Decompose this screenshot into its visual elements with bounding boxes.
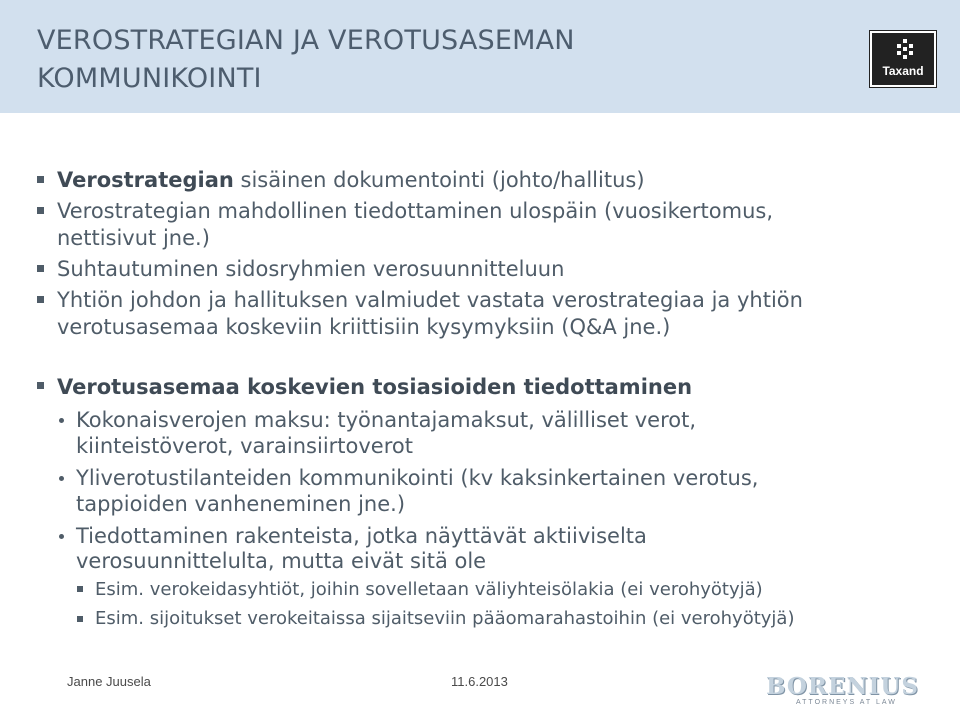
borenius-logo: BORENIUS — [766, 673, 919, 700]
bullet-square-icon — [37, 296, 44, 303]
footer-date: 11.6.2013 — [451, 674, 508, 689]
sub-bullet-kokonaisverot-line-2: kiinteistöverot, varainsiirtoverot — [76, 434, 413, 458]
bullet-square-icon — [37, 176, 44, 183]
bullet-square-icon — [37, 265, 44, 272]
bullet-tiedottaminen-line-2: nettisivut jne.) — [57, 226, 210, 250]
bullet-dot-icon — [59, 534, 64, 539]
bullet-tosiasioiden-tiedottaminen: Verotusasemaa koskevien tosiasioiden tiedottaminen — [57, 375, 693, 399]
example-paaomarahastot: Esim. sijoitukset verokeitaissa sijaitseviin pääomarahastoihin (ei verohyötyjä) — [95, 608, 795, 629]
logo-text: Taxand — [882, 64, 924, 78]
bullet-square-icon — [77, 586, 83, 592]
bullet-square-icon — [37, 207, 44, 214]
taxand-mark-icon — [894, 38, 916, 60]
bullet-tiedottaminen-line-1: Verostrategian mahdollinen tiedottaminen ulospäin (vuosikertomus, — [57, 199, 773, 223]
slide-header — [0, 0, 960, 113]
bullet-valmiudet-line-1: Yhtiön johdon ja hallituksen valmiudet vastata verostrategiaa ja yhtiön — [57, 288, 803, 312]
bullet-verostrategian-dokumentointi — [57, 165, 645, 195]
example-verokeidasyhtiot: Esim. verokeidasyhtiöt, joihin sovelletaan väliyhteisölakia (ei verohyötyjä) — [95, 579, 763, 600]
footer-author: Janne Juusela — [67, 674, 151, 689]
bullet-square-icon — [37, 382, 44, 389]
sub-bullet-yliverotus-line-1: Yliverotustilanteiden kommunikointi (kv kaksinkertainen verotus, — [76, 466, 759, 490]
sub-bullet-rakenteet-line-2: verosuunnittelulta, mutta eivät sitä ole — [76, 549, 487, 573]
sub-bullet-rakenteet-line-1: Tiedottaminen rakenteista, jotka näyttävät aktiiviselta — [76, 524, 647, 548]
sub-bullet-kokonaisverot-line-1: Kokonaisverojen maksu: työnantajamaksut, välilliset verot, — [76, 408, 697, 432]
title-line-1: VEROSTRATEGIAN JA VEROTUSASEMAN — [37, 25, 575, 56]
taxand-logo — [870, 31, 936, 87]
bullet-dot-icon — [59, 476, 64, 481]
bullet-sidosryhmat: Suhtautuminen sidosryhmien verosuunnitteluun — [57, 257, 565, 281]
bullet-square-icon — [77, 616, 83, 622]
borenius-tagline: ATTORNEYS AT LAW — [796, 699, 897, 706]
sub-bullet-yliverotus-line-2: tappioiden vanheneminen jne.) — [76, 492, 406, 516]
bullet-valmiudet-line-2: verotusasemaa koskeviin kriittisiin kysymyksiin (Q&A jne.) — [57, 315, 671, 339]
bullet-bold-text: Verostrategian — [57, 168, 234, 192]
slide-title — [37, 22, 817, 98]
title-line-2: KOMMUNIKOINTI — [37, 63, 262, 94]
bullet-rest-text: sisäinen dokumentointi (johto/hallitus) — [233, 168, 645, 192]
bullet-dot-icon — [59, 418, 64, 423]
